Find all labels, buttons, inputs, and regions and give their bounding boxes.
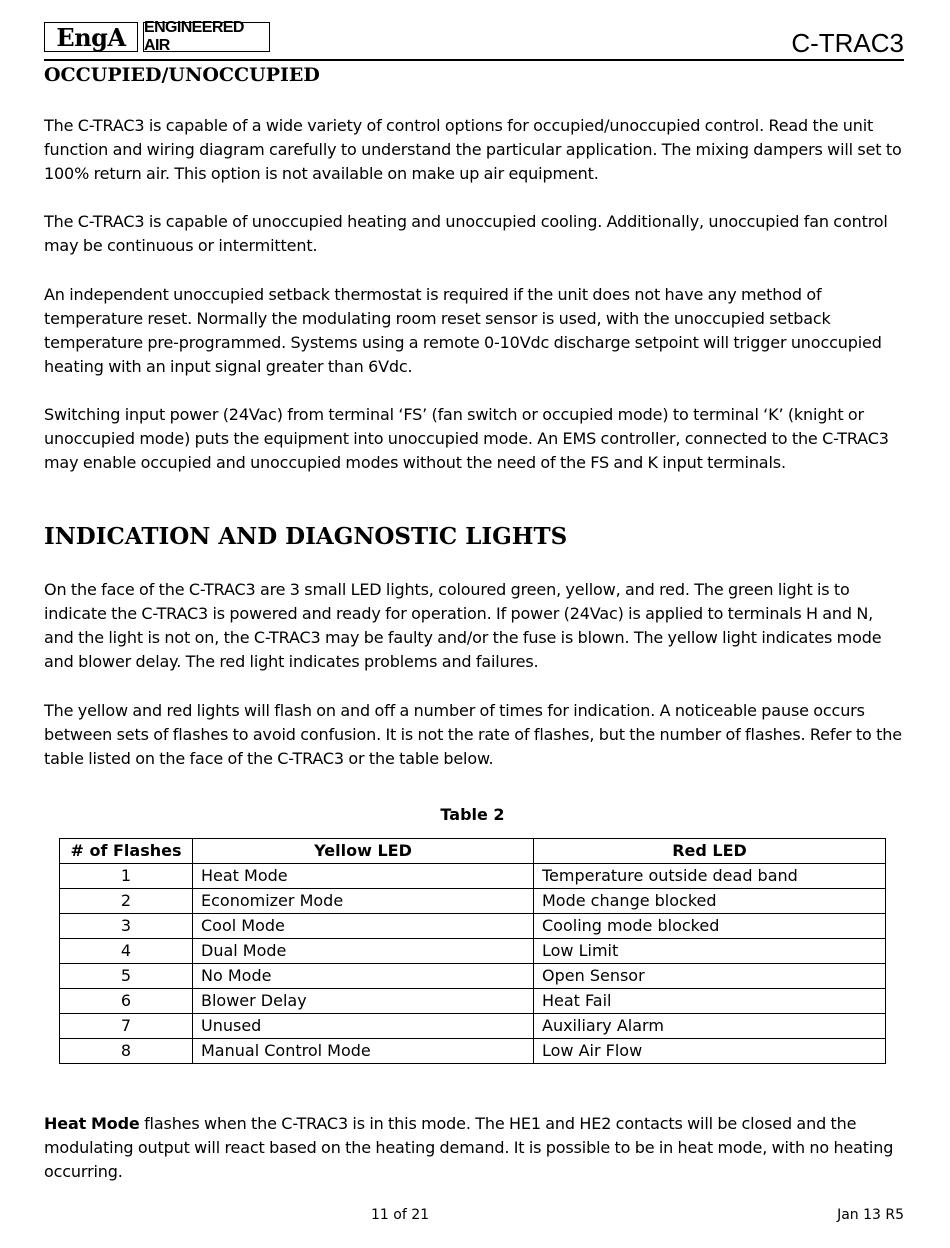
flash-count-cell: 8 bbox=[60, 1039, 193, 1064]
table-header-row bbox=[60, 839, 886, 864]
yellow-led-cell: Blower Delay bbox=[193, 989, 534, 1014]
yellow-led-cell: Economizer Mode bbox=[193, 889, 534, 914]
table-row bbox=[60, 1039, 886, 1064]
paragraph-occupied-1: The C-TRAC3 is capable of a wide variety of control options for occupied/unoccupied control. Read the unit function and wiring diagram carefully to understand the particular application. The mixing dampers will set to 100% return air. This option is not available on make up air equipment. bbox=[44, 116, 902, 183]
flash-count-cell: 7 bbox=[60, 1014, 193, 1039]
page-header bbox=[44, 20, 904, 62]
table-row bbox=[60, 964, 886, 989]
column-header-red-led: Red LED bbox=[534, 839, 886, 864]
flash-count-cell: 4 bbox=[60, 939, 193, 964]
yellow-led-cell: No Mode bbox=[193, 964, 534, 989]
heat-mode-term: Heat Mode bbox=[44, 1114, 140, 1133]
flash-count-cell: 6 bbox=[60, 989, 193, 1014]
table-row bbox=[60, 914, 886, 939]
red-led-cell: Heat Fail bbox=[534, 989, 886, 1014]
flash-count-cell: 5 bbox=[60, 964, 193, 989]
flash-count-cell: 2 bbox=[60, 889, 193, 914]
yellow-led-cell: Heat Mode bbox=[193, 864, 534, 889]
enga-logo: EngA bbox=[44, 22, 138, 52]
red-led-cell: Low Limit bbox=[534, 939, 886, 964]
table-row bbox=[60, 1014, 886, 1039]
table-row bbox=[60, 989, 886, 1014]
yellow-led-cell: Unused bbox=[193, 1014, 534, 1039]
document-code: C-TRAC3 bbox=[791, 28, 904, 58]
table-row bbox=[60, 864, 886, 889]
paragraph-occupied-2: The C-TRAC3 is capable of unoccupied heating and unoccupied cooling. Additionally, unoccupied fan control may be continuous or intermittent. bbox=[44, 212, 888, 255]
paragraph-occupied-4: Switching input power (24Vac) from terminal ‘FS’ (fan switch or occupied mode) to terminal ‘K’ (knight or unoccupied mode) puts the equipment into unoccupied mode. An EMS controller, connected to the C-TRAC3 may enable occupied and unoccupied modes without the need of the FS and K input terminals. bbox=[44, 405, 889, 472]
column-header-flashes: # of Flashes bbox=[60, 839, 193, 864]
section-heading-indication: INDICATION AND DIAGNOSTIC LIGHTS bbox=[44, 523, 568, 550]
paragraph-occupied-3: An independent unoccupied setback thermostat is required if the unit does not have any method of temperature reset. Normally the modulating room reset sensor is used, with the unoccupied setback temperature pre-programmed. Systems using a remote 0-10Vdc discharge setpoint will trigger unoccupied heating with an input signal greater than 6Vdc. bbox=[44, 285, 882, 376]
red-led-cell: Open Sensor bbox=[534, 964, 886, 989]
red-led-cell: Cooling mode blocked bbox=[534, 914, 886, 939]
revision-label: Jan 13 R5 bbox=[837, 1207, 904, 1223]
header-divider bbox=[44, 59, 904, 61]
heat-mode-description: flashes when the C-TRAC3 is in this mode. The HE1 and HE2 contacts will be closed and the modulating output will react based on the heating demand. It is possible to be in heat mode, with no heating occurring. bbox=[44, 1114, 894, 1181]
flash-count-cell: 1 bbox=[60, 864, 193, 889]
red-led-cell: Auxiliary Alarm bbox=[534, 1014, 886, 1039]
table-title: Table 2 bbox=[440, 805, 505, 824]
section-heading-occupied: OCCUPIED/UNOCCUPIED bbox=[44, 64, 320, 86]
flash-count-cell: 3 bbox=[60, 914, 193, 939]
column-header-yellow-led: Yellow LED bbox=[193, 839, 534, 864]
page-number: 11 of 21 bbox=[370, 1207, 430, 1223]
yellow-led-cell: Dual Mode bbox=[193, 939, 534, 964]
red-led-cell: Mode change blocked bbox=[534, 889, 886, 914]
paragraph-heat-mode bbox=[44, 1112, 906, 1184]
engineered-air-logo: ENGINEERED AIR bbox=[143, 22, 270, 52]
yellow-led-cell: Manual Control Mode bbox=[193, 1039, 534, 1064]
paragraph-indication-1: On the face of the C-TRAC3 are 3 small LED lights, coloured green, yellow, and red. The green light is to indicate the C-TRAC3 is powered and ready for operation. If power (24Vac) is applied to terminals H and N, and the light is not on, the C-TRAC3 may be faulty and/or the fuse is blown. The yellow light indicates mode and blower delay. The red light indicates problems and failures. bbox=[44, 580, 882, 671]
table-row bbox=[60, 939, 886, 964]
table-row bbox=[60, 889, 886, 914]
paragraph-indication-2: The yellow and red lights will flash on and off a number of times for indication. A noticeable pause occurs between sets of flashes to avoid confusion. It is not the rate of flashes, but the number of flashes. Refer to the table listed on the face of the C-TRAC3 or the table below. bbox=[44, 701, 902, 768]
red-led-cell: Low Air Flow bbox=[534, 1039, 886, 1064]
flash-code-table bbox=[59, 838, 886, 1064]
yellow-led-cell: Cool Mode bbox=[193, 914, 534, 939]
red-led-cell: Temperature outside dead band bbox=[534, 864, 886, 889]
